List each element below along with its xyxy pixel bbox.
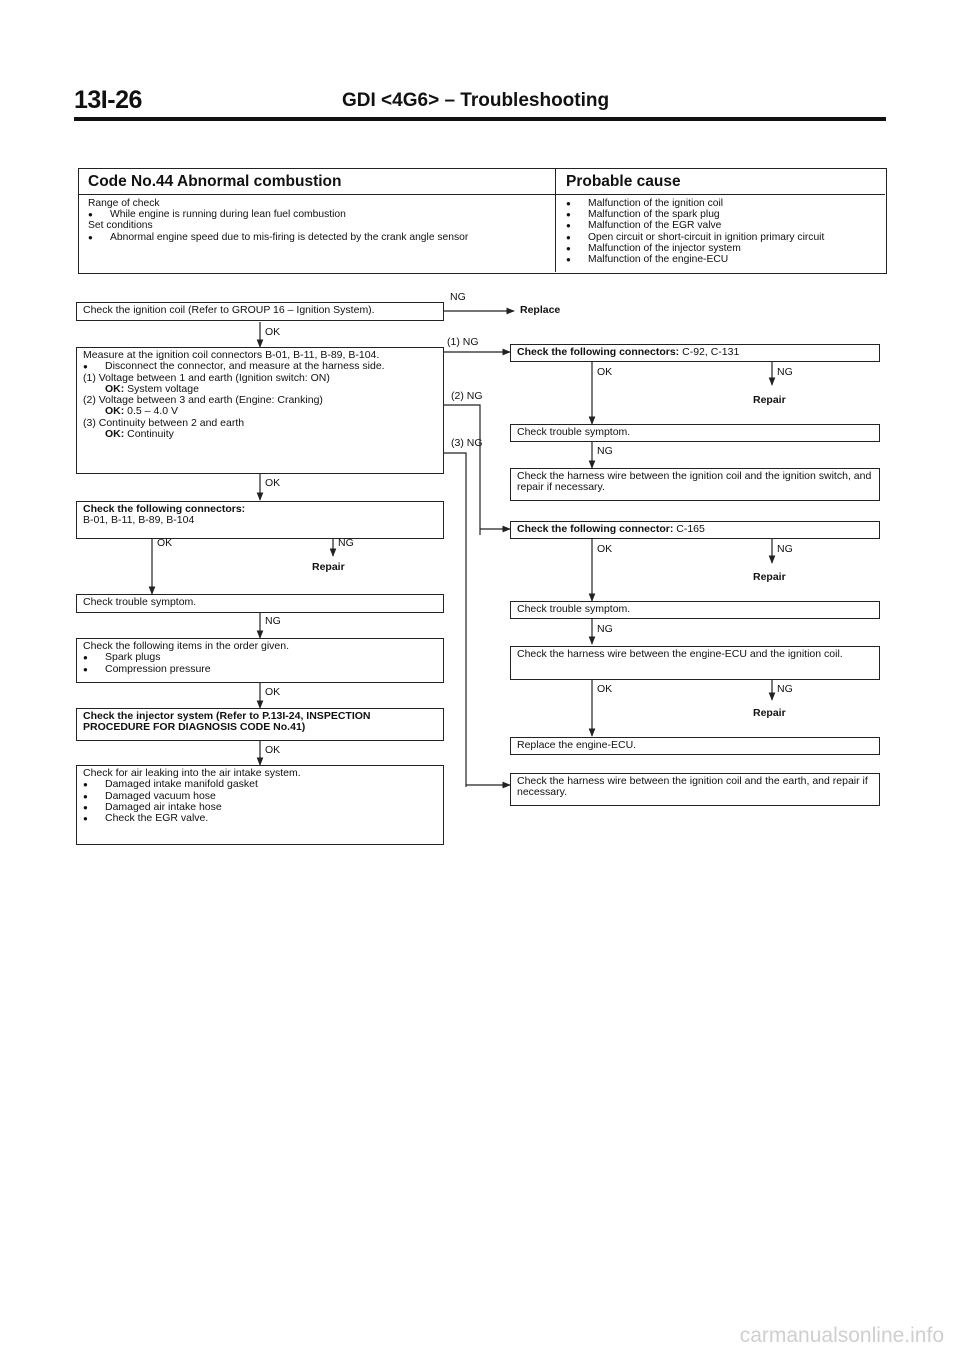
r-check-connectors-c92 — [510, 344, 880, 362]
air-entry: ● Damaged intake manifold gasket — [83, 779, 437, 790]
ng1-label: (1) NG — [447, 336, 479, 348]
r-harness3-text: Check the harness wire between the ignition coil and the earth, and repair if necessary. — [517, 775, 868, 799]
trouble1-ng-label: NG — [265, 615, 281, 627]
set-item: ● Abnormal engine speed due to mis-firing is detected by the crank angle sensor — [88, 232, 538, 243]
r-c92-ok-label: OK — [597, 366, 613, 378]
r-check-connector-c165 — [510, 521, 880, 539]
step1-ng-label: NG — [450, 291, 466, 303]
measure-item-3-ok-value: Continuity — [127, 428, 174, 441]
r-trouble2-ng-label: NG — [597, 623, 613, 635]
measure-item-1: (1) Voltage between 1 and earth (Ignition switch: ON) — [83, 371, 330, 384]
step-check-injector-system — [76, 708, 444, 741]
r-check-harness-ignition-switch — [510, 468, 880, 501]
measure-bullet: ● Disconnect the connector, and measure at the harness side. — [83, 361, 437, 372]
items-entry: ● Compression pressure — [83, 664, 437, 675]
measure-ok-label: OK — [265, 477, 281, 489]
ng3-line — [444, 453, 466, 787]
cause-item: ● Open circuit or short-circuit in ignition primary circuit — [566, 232, 871, 243]
r-replace-engine-ecu — [510, 737, 880, 755]
conn-b-title: Check the following connectors: — [83, 503, 246, 515]
r-c165-ng-label: NG — [777, 543, 793, 555]
air-title: Check for air leaking into the air intake system. — [83, 767, 301, 779]
r-trouble1-ng-label: NG — [597, 445, 613, 457]
cause-item: ● Malfunction of the EGR valve — [566, 220, 871, 231]
r-harness2-text: Check the harness wire between the engine-ECU and the ignition coil. — [517, 648, 843, 660]
replace-action: Replace — [520, 304, 561, 316]
range-item: ● While engine is running during lean fuel combustion — [88, 209, 538, 220]
items-title: Check the following items in the order given. — [83, 640, 290, 652]
code-title: Code No.44 Abnormal combustion — [88, 173, 342, 190]
range-label: Range of check — [88, 198, 160, 209]
r-c165-ok-label: OK — [597, 543, 613, 555]
r-check-harness-ecu — [510, 646, 880, 680]
items-entry: ● Spark plugs — [83, 652, 437, 663]
r-replace-ecu-text: Replace the engine-ECU. — [517, 739, 637, 751]
injector-ok-label: OK — [265, 744, 281, 756]
r-c92-ng-label: NG — [777, 366, 793, 378]
r-trouble1-text: Check trouble symptom. — [517, 426, 631, 438]
r-conn-c92-list: C-92, C-131 — [682, 346, 740, 358]
air-entry: ● Damaged vacuum hose — [83, 791, 437, 802]
r-check-harness-earth — [510, 773, 880, 806]
items-ok-label: OK — [265, 686, 281, 698]
trouble1-text: Check trouble symptom. — [83, 596, 197, 608]
conn-b-list: B-01, B-11, B-89, B-104 — [83, 514, 195, 527]
measure-item-2: (2) Voltage between 3 and earth (Engine: Cranking) — [83, 394, 323, 407]
step-check-ignition-coil-text: Check the ignition coil (Refer to GROUP 16 – Ignition System). — [83, 304, 375, 316]
r-trouble2-text: Check trouble symptom. — [517, 603, 631, 615]
r-c92-repair: Repair — [753, 394, 786, 406]
r-check-trouble-symptom-2 — [510, 601, 880, 619]
ng3-label: (3) NG — [451, 437, 483, 449]
conn-b-repair: Repair — [312, 561, 345, 573]
r-conn-c165-label: Check the following connector: — [517, 523, 674, 535]
r-c165-repair: Repair — [753, 571, 786, 583]
conn-b-ok-label: OK — [157, 537, 173, 549]
measure-item-3: (3) Continuity between 2 and earth — [83, 416, 245, 429]
step-measure-connectors — [76, 347, 444, 474]
cause-item: ● Malfunction of the spark plug — [566, 209, 871, 220]
measure-item-1-ok-value: System voltage — [127, 382, 199, 395]
measure-item-2-ok-label: OK: — [105, 405, 125, 418]
cause-item: ● Malfunction of the ignition coil — [566, 198, 871, 209]
measure-item-3-ok — [83, 429, 437, 440]
measure-title: Measure at the ignition coil connectors B-01, B-11, B-89, B-104. — [83, 349, 380, 361]
r-conn-c92-label: Check the following connectors: — [517, 346, 680, 358]
cause-item: ● Malfunction of the engine-ECU — [566, 254, 871, 265]
r-check-trouble-symptom-1 — [510, 424, 880, 442]
watermark: carmanualsonline.info — [739, 1324, 944, 1347]
r-harness1-text: Check the harness wire between the ignition coil and the ignition switch, and repair if necessary. — [517, 470, 872, 494]
injector-text: Check the injector system (Refer to P.13I-24, INSPECTION PROCEDURE FOR DIAGNOSIS CODE No.41) — [83, 710, 371, 734]
step-check-trouble-symptom — [76, 594, 444, 613]
page-number: 13I-26 — [74, 86, 142, 114]
page-title: GDI <4G6> – Troubleshooting — [342, 90, 610, 111]
step-check-ignition-coil — [76, 302, 444, 321]
step1-ok-label: OK — [265, 326, 281, 338]
set-label: Set conditions — [88, 220, 153, 232]
ng2-line — [444, 405, 480, 535]
step-check-air-leak — [76, 765, 444, 845]
probable-cause-title: Probable cause — [566, 173, 681, 190]
step-check-connectors-b — [76, 501, 444, 539]
measure-item-3-ok-label: OK: — [105, 428, 125, 441]
air-entry: ● Damaged air intake hose — [83, 802, 437, 813]
r-harness2-ng-label: NG — [777, 683, 793, 695]
r-harness2-repair: Repair — [753, 707, 786, 719]
ng2-label: (2) NG — [451, 390, 483, 402]
air-entry: ● Check the EGR valve. — [83, 813, 437, 824]
step-check-items — [76, 638, 444, 683]
r-harness2-ok-label: OK — [597, 683, 613, 695]
conn-b-ng-label: NG — [338, 537, 354, 549]
measure-item-1-ok-label: OK: — [105, 382, 125, 395]
cause-item: ● Malfunction of the injector system — [566, 243, 871, 254]
r-conn-c165-list: C-165 — [676, 523, 705, 535]
measure-item-2-ok-value: 0.5 – 4.0 V — [127, 405, 178, 418]
